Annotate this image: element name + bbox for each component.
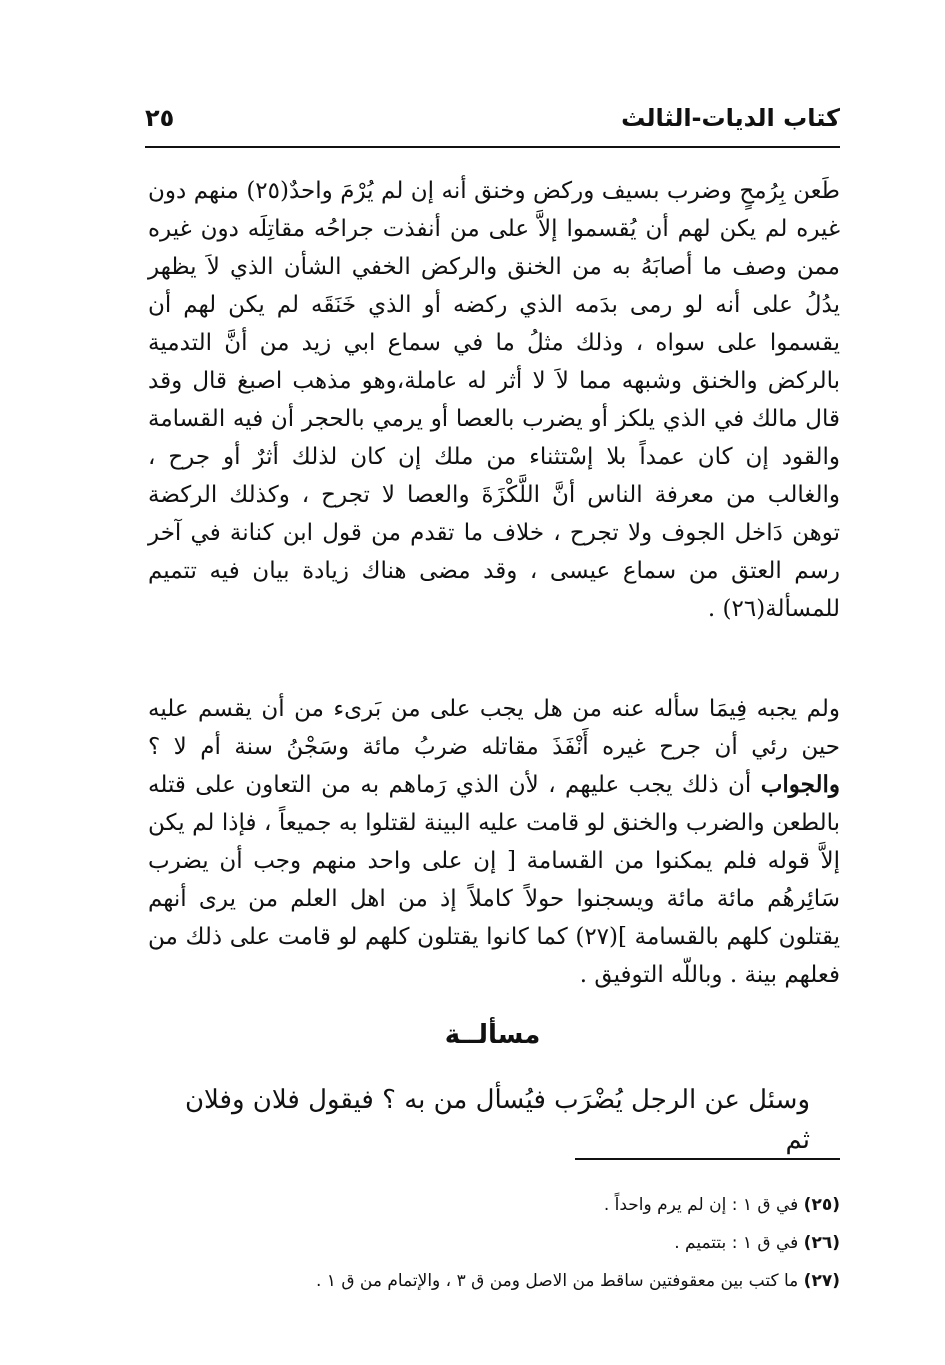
paragraph-2 xyxy=(148,690,840,994)
section-text: وسئل عن الرجل يُضْرَب فيُسأل من به ؟ فيقول فلان وفلان ثم xyxy=(184,1085,810,1155)
running-title: كتاب الديات-الثالث xyxy=(621,104,840,132)
page-number: ٢٥ xyxy=(145,104,175,132)
section-title: مسألــة xyxy=(444,1020,541,1050)
answer-lead: والجواب xyxy=(760,771,840,798)
footnote-text: في ق ١ : إن لم يرم واحداً . xyxy=(603,1195,799,1215)
footnote-number: (٢٥) xyxy=(803,1195,840,1215)
footnote-text: في ق ١ : بتتميم . xyxy=(674,1233,799,1253)
footnote-26 xyxy=(200,1224,840,1262)
footnote-text: ما كتب بين معقوفتين ساقط من الاصل ومن ق ٣ ، والإتمام من ق ١ . xyxy=(315,1271,799,1291)
paragraph-1: طَعن بِرُمحٍ وضرب بسيف وركض وخنق أنه إن لم يُرْمَ واحدٌ(٢٥) منهم دون غيره لم يكن لهم أن يُقسموا إلاَّ على من أنفذت جراحُه مقاتِلَه دون غيره ممن وصف ما أصابَهُ به من الخنق والركض الخفي الشأن الذي لاَ يظهر يدُلُ على أنه لو رمى بدَمه الذي ركضه أو الذي خَنَقَه لم يكن لهم أن يقسموا على سواه ، وذلك مثلُ ما في سماع ابي زيد من أنَّ التدمية بالركض والخنق وشبهه مما لاَ لا أثر له عاملة،وهو مذهب اصبغ قال وقد قال مالك في الذي يلكز أو يضرب بالعصا أو يرمي بالحجر أن فيه القسامة والقود إن كان عمداً بلا إسْتثناء من ملك إن كان لذلك أثرٌ أو جرح ، والغالب من معرفة الناس أنَّ اللَّكْزَةَ والعصا لا تجرح ، وكذلك الركضة توهن دَاخل الجوف ولا تجرح ، خلاف ما تقدم من قول ابن كنانة في آخر رسم العتق من سماع عيسى ، وقد مضى هناك زيادة بيان فيه تتميم للمسألة(٢٦) . xyxy=(148,178,840,622)
header-rule xyxy=(145,146,840,148)
footnote-rule xyxy=(575,1158,840,1160)
footnote-number: (٢٦) xyxy=(803,1233,840,1253)
footnote-25 xyxy=(200,1186,840,1224)
paragraph-2-answer: أن ذلك يجب عليهم ، لأن الذي رَماهم به من التعاون على قتله بالطعن والضرب والخنق لو قامت عليه البينة لقتلوا به جميعاً ، فإذا لم يكن إلاَّ قوله فلم يمكنوا من القسامة [ إن على واحد منهم وجب أن يضرب سَائِرهُم مائة مائة ويسجنوا حولاً كاملاً إذ من اهل العلم من يرى أنهم يقتلون كلهم بالقسامة ](٢٧) كما كانوا يقتلون كلهم لو قامت على ذلك من فعلهم بينة . وباللّه التوفيق . xyxy=(148,772,840,988)
paragraph-2-question: ولم يجبه فِيمَا سأله عنه من هل يجب على من بَرىء من أن يقسم عليه حين رئي أن جرح غيره أَنْفَذَ مقاتله ضربُ مائة وسَجْنُ سنة أم لا ؟ xyxy=(148,696,840,760)
footnotes xyxy=(200,1186,840,1300)
footnote-number: (٢٧) xyxy=(803,1271,840,1291)
footnote-27 xyxy=(200,1262,840,1300)
page-header xyxy=(145,100,840,144)
